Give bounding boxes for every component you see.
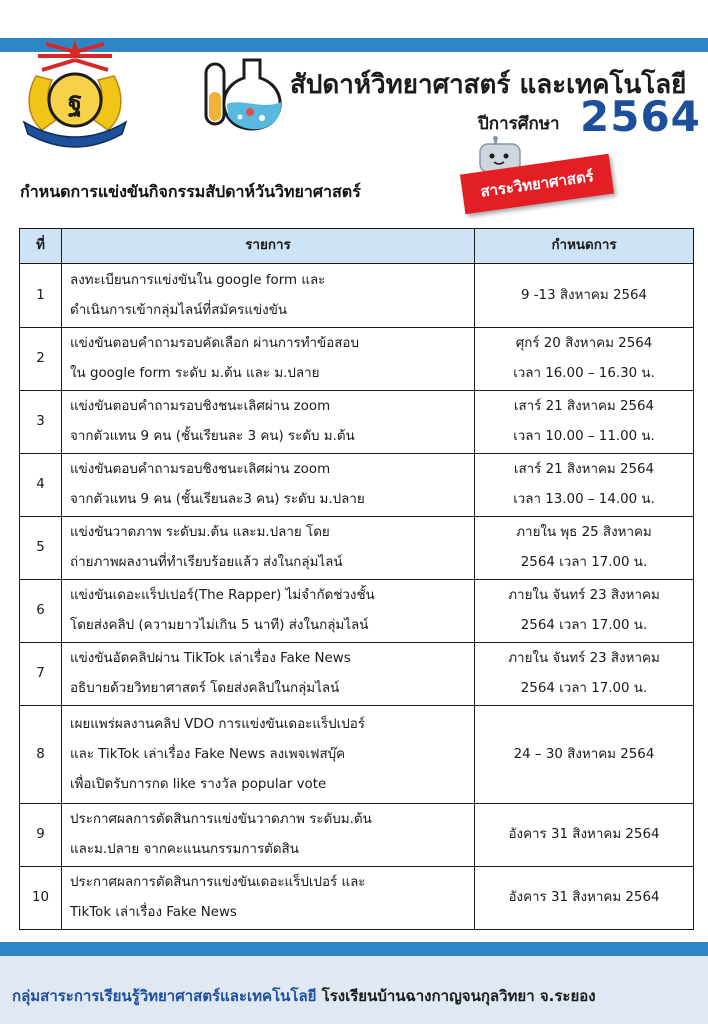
footer-school: โรงเรียนบ้านฉางกาญจนกุลวิทยา จ.ระยอง [321, 987, 596, 1005]
item-line: ลงทะเบียนการแข่งขันใน google form และ [70, 272, 326, 288]
row-item [62, 706, 475, 804]
school-logo [16, 34, 134, 154]
row-number: 7 [20, 643, 62, 706]
schedule-line: เสาร์ 21 สิงหาคม 2564 [513, 462, 655, 477]
item-line: โดยส่งคลิป (ความยาวไม่เกิน 5 นาที) ส่งในกลุ่มไลน์ [70, 618, 369, 633]
column-header-item: รายการ [62, 229, 475, 264]
item-line: แข่งขันอัดคลิปผ่าน TikTok เล่าเรื่อง Fake News [70, 651, 351, 666]
column-header-no: ที่ [20, 229, 62, 264]
item-line: อธิบายด้วยวิทยาศาสตร์ โดยส่งคลิปในกลุ่มไลน์ [70, 681, 340, 696]
row-schedule [475, 328, 694, 391]
schedule-line: ศุกร์ 20 สิงหาคม 2564 [515, 336, 653, 351]
row-number: 3 [20, 391, 62, 454]
row-schedule [475, 580, 694, 643]
subject-badge-label: สาระวิทยาศาสตร์ [479, 167, 595, 201]
schedule-line: 24 – 30 สิงหาคม 2564 [513, 746, 655, 762]
schedule-line: เวลา 10.00 – 11.00 น. [513, 429, 655, 444]
schedule-line: 9 -13 สิงหาคม 2564 [520, 287, 648, 303]
schedule-line: 2564 เวลา 17.00 น. [520, 681, 648, 696]
schedule-line: เสาร์ 21 สิงหาคม 2564 [513, 399, 655, 414]
schedule-line: ภายใน จันทร์ 23 สิงหาคม [508, 588, 660, 603]
table-row [20, 328, 694, 391]
row-item [62, 643, 475, 706]
table-row [20, 867, 694, 930]
row-schedule [475, 706, 694, 804]
item-line: ถ่ายภาพผลงานที่ทำเรียบร้อยแล้ว ส่งในกลุ่มไลน์ [70, 555, 343, 570]
table-row [20, 264, 694, 328]
academic-year: 2564 [580, 92, 701, 141]
item-line: และ TikTok เล่าเรื่อง Fake News ลงเพจเฟสบุ๊ค [70, 746, 346, 762]
svg-text:ฐ: ฐ [67, 87, 83, 117]
item-line: จากตัวแทน 9 คน (ชั้นเรียนละ 3 คน) ระดับ ม.ต้น [70, 429, 355, 444]
table-row [20, 517, 694, 580]
row-number: 5 [20, 517, 62, 580]
row-number: 9 [20, 804, 62, 867]
table-row [20, 706, 694, 804]
row-number: 1 [20, 264, 62, 328]
academic-year-label: ปีการศึกษา [478, 114, 560, 134]
table-header-row [20, 229, 694, 264]
footer-accent-strip [0, 942, 708, 956]
row-schedule [475, 804, 694, 867]
row-schedule [475, 454, 694, 517]
item-line: ใน google form ระดับ ม.ต้น และ ม.ปลาย [70, 366, 320, 381]
item-line: ดำเนินการเข้ากลุ่มไลน์ที่สมัครแข่งขัน [70, 302, 288, 318]
schedule-line: 2564 เวลา 17.00 น. [520, 555, 648, 570]
row-item [62, 328, 475, 391]
row-item [62, 391, 475, 454]
row-item [62, 517, 475, 580]
item-line: TikTok เล่าเรื่อง Fake News [70, 905, 237, 920]
schedule-line: อังคาร 31 สิงหาคม 2564 [508, 827, 660, 842]
schedule-table [19, 228, 694, 930]
table-row [20, 643, 694, 706]
schedule-line: เวลา 16.00 – 16.30 น. [513, 366, 655, 381]
item-line: แข่งขันเดอะแร็ปเปอร์(The Rapper) ไม่จำกัดช่วงชั้น [70, 588, 375, 603]
row-item [62, 454, 475, 517]
column-header-schedule: กำหนดการ [475, 229, 694, 264]
item-line: จากตัวแทน 9 คน (ชั้นเรียนละ3 คน) ระดับ ม.ปลาย [70, 492, 365, 507]
row-schedule [475, 264, 694, 328]
row-schedule [475, 867, 694, 930]
row-schedule [475, 643, 694, 706]
item-line: แข่งขันตอบคำถามรอบชิงชนะเลิศผ่าน zoom [70, 399, 331, 414]
footer-department: กลุ่มสาระการเรียนรู้วิทยาศาสตร์และเทคโนโลยี [12, 987, 317, 1005]
table-row [20, 804, 694, 867]
row-number: 8 [20, 706, 62, 804]
row-number: 4 [20, 454, 62, 517]
row-item [62, 580, 475, 643]
item-line: ประกาศผลการตัดสินการแข่งขันเดอะแร็ปเปอร์ และ [70, 875, 366, 890]
row-item [62, 804, 475, 867]
schedule-line: อังคาร 31 สิงหาคม 2564 [508, 890, 660, 905]
row-number: 10 [20, 867, 62, 930]
schedule-line: 2564 เวลา 17.00 น. [520, 618, 648, 633]
table-row [20, 391, 694, 454]
item-line: แข่งขันตอบคำถามรอบชิงชนะเลิศผ่าน zoom [70, 462, 331, 477]
item-line: และม.ปลาย จากคะแนนกรรมการตัดสิน [70, 842, 299, 857]
page-title: สัปดาห์วิทยาศาสตร์ และเทคโนโลยี [290, 70, 687, 100]
schedule-line: ภายใน พุธ 25 สิงหาคม [516, 525, 652, 540]
row-number: 6 [20, 580, 62, 643]
schedule-heading: กำหนดการแข่งขันกิจกรรมสัปดาห์วันวิทยาศาสตร์ [20, 182, 361, 201]
row-schedule [475, 517, 694, 580]
schedule-line: เวลา 13.00 – 14.00 น. [513, 492, 655, 507]
item-line: เผยแพร่ผลงานคลิป VDO การแข่งขันเดอะแร็ปเปอร์ [70, 716, 365, 732]
table-row [20, 454, 694, 517]
row-item [62, 264, 475, 328]
item-line: เพื่อเปิดรับการกด like รางวัล popular vote [70, 776, 327, 792]
table-row [20, 580, 694, 643]
item-line: ประกาศผลการตัดสินการแข่งขันวาดภาพ ระดับม.ต้น [70, 812, 372, 827]
footer [12, 984, 596, 1008]
schedule-line: ภายใน จันทร์ 23 สิงหาคม [508, 651, 660, 666]
flask-icon [200, 54, 292, 134]
row-schedule [475, 391, 694, 454]
item-line: แข่งขันตอบคำถามรอบคัดเลือก ผ่านการทำข้อสอบ [70, 336, 359, 351]
item-line: แข่งขันวาดภาพ ระดับม.ต้น และม.ปลาย โดย [70, 525, 330, 540]
row-number: 2 [20, 328, 62, 391]
row-item [62, 867, 475, 930]
